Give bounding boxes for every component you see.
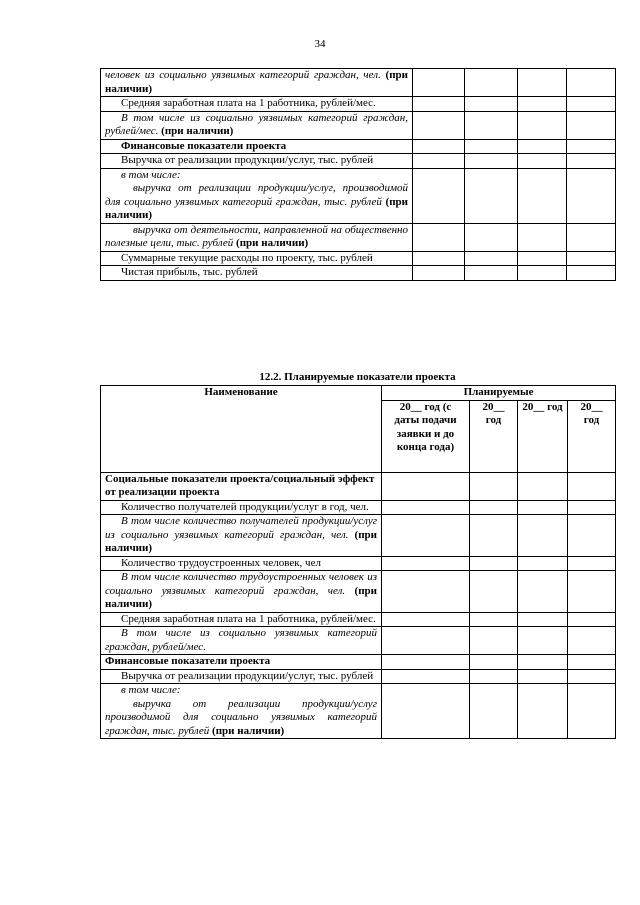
- row-label: [101, 111, 413, 139]
- table-header-row: [101, 386, 616, 401]
- value-cell[interactable]: [568, 472, 616, 500]
- value-cell[interactable]: [413, 111, 465, 139]
- value-cell[interactable]: [518, 684, 568, 739]
- value-cell[interactable]: [567, 251, 616, 266]
- value-cell[interactable]: [518, 266, 567, 281]
- value-cell[interactable]: [470, 684, 518, 739]
- section-header: Финансовые показатели проекта: [101, 139, 413, 154]
- value-cell[interactable]: [470, 612, 518, 627]
- value-cell[interactable]: [465, 97, 518, 112]
- value-cell[interactable]: [413, 168, 465, 223]
- value-cell[interactable]: [465, 266, 518, 281]
- value-cell[interactable]: [518, 627, 568, 655]
- value-cell[interactable]: [470, 627, 518, 655]
- section-header: Финансовые показатели проекта: [101, 655, 382, 670]
- value-cell[interactable]: [518, 154, 567, 169]
- value-cell[interactable]: [382, 669, 470, 684]
- indicators-table-continued: [100, 68, 616, 281]
- row-label: Суммарные текущие расходы по проекту, тыс. рублей: [101, 251, 413, 266]
- row-label-note: (при наличии): [105, 528, 377, 554]
- table-row: [101, 684, 616, 739]
- table-row: [101, 500, 616, 515]
- row-label-italic: человек из социально уязвимых категорий граждан, чел.: [105, 69, 381, 81]
- row-label: Количество трудоустроенных человек, чел: [101, 556, 382, 571]
- value-cell[interactable]: [568, 571, 616, 613]
- value-cell[interactable]: [518, 515, 568, 557]
- row-label-italic: В том числе из социально уязвимых категорий граждан, рублей/мес.: [105, 111, 408, 137]
- table-row: [101, 139, 616, 154]
- row-label-italic: В том числе количество получателей продукции/услуг из социально уязвимых категорий граждан, чел.: [105, 515, 377, 541]
- value-cell[interactable]: [382, 627, 470, 655]
- value-cell[interactable]: [518, 669, 568, 684]
- value-cell[interactable]: [568, 669, 616, 684]
- column-header-planned: Планируемые: [382, 386, 616, 401]
- value-cell[interactable]: [567, 266, 616, 281]
- table-row: [101, 223, 616, 251]
- row-label-italic: выручка от реализации продукции/услуг, производимой для социально уязвимых категорий граждан, тыс. рублей: [105, 182, 408, 208]
- row-label-note: (при наличии): [105, 195, 408, 221]
- row-label: [101, 223, 413, 251]
- table-row: [101, 472, 616, 500]
- value-cell[interactable]: [568, 515, 616, 557]
- row-label: [101, 515, 382, 557]
- table-row: [101, 266, 616, 281]
- value-cell[interactable]: [413, 251, 465, 266]
- value-cell[interactable]: [382, 684, 470, 739]
- value-cell[interactable]: [470, 472, 518, 500]
- value-cell[interactable]: [465, 168, 518, 223]
- value-cell[interactable]: [465, 69, 518, 97]
- table-row: [101, 612, 616, 627]
- table-row: [101, 515, 616, 557]
- row-label: [101, 168, 413, 223]
- row-label: [101, 69, 413, 97]
- value-cell[interactable]: [518, 571, 568, 613]
- value-cell[interactable]: [382, 571, 470, 613]
- year-column-4: 20__ год: [568, 400, 616, 472]
- value-cell[interactable]: [470, 500, 518, 515]
- value-cell[interactable]: [518, 556, 568, 571]
- value-cell[interactable]: [567, 139, 616, 154]
- row-label-intro: в том числе:: [121, 168, 181, 181]
- row-label: Средняя заработная плата на 1 работника, рублей/мес.: [101, 97, 413, 112]
- value-cell[interactable]: [470, 655, 518, 670]
- row-label-italic: выручка от деятельности, направленной на общественно полезные цели, тыс. рублей: [105, 223, 408, 249]
- table-row: [101, 111, 616, 139]
- value-cell[interactable]: [568, 684, 616, 739]
- row-label: Чистая прибыль, тыс. рублей: [101, 266, 413, 281]
- section-header: Социальные показатели проекта/социальный эффект от реализации проекта: [101, 472, 382, 500]
- row-label-italic: выручка от реализации продукции/услуг производимой для социально уязвимых категорий граждан, тыс. рублей: [105, 697, 377, 737]
- value-cell[interactable]: [465, 154, 518, 169]
- value-cell[interactable]: [518, 168, 567, 223]
- value-cell[interactable]: [382, 655, 470, 670]
- row-label: В том числе из социально уязвимых категорий граждан, рублей/мес.: [101, 627, 382, 655]
- value-cell[interactable]: [567, 154, 616, 169]
- value-cell[interactable]: [568, 655, 616, 670]
- table-row: [101, 571, 616, 613]
- table-row: [101, 669, 616, 684]
- value-cell[interactable]: [382, 556, 470, 571]
- value-cell[interactable]: [518, 251, 567, 266]
- value-cell[interactable]: [465, 139, 518, 154]
- table-row: [101, 69, 616, 97]
- year-column-1: 20__ год (с даты подачи заявки и до конца года): [382, 400, 470, 472]
- row-label-note: (при наличии): [158, 125, 234, 137]
- value-cell[interactable]: [470, 669, 518, 684]
- row-label-note: (при наличии): [105, 584, 377, 610]
- table-row: [101, 97, 616, 112]
- value-cell[interactable]: [568, 556, 616, 571]
- value-cell[interactable]: [413, 223, 465, 251]
- table-row: [101, 556, 616, 571]
- table-row: [101, 251, 616, 266]
- value-cell[interactable]: [518, 69, 567, 97]
- planned-indicators-table: [100, 385, 616, 739]
- table-row: [101, 655, 616, 670]
- value-cell[interactable]: [413, 97, 465, 112]
- column-header-name: Наименование: [101, 386, 382, 473]
- row-label: Средняя заработная плата на 1 работника, рублей/мес.: [101, 612, 382, 627]
- value-cell[interactable]: [567, 223, 616, 251]
- row-label: Выручка от реализации продукции/услуг, тыс. рублей: [101, 669, 382, 684]
- value-cell[interactable]: [568, 627, 616, 655]
- value-cell[interactable]: [465, 223, 518, 251]
- row-label: Выручка от реализации продукции/услуг, тыс. рублей: [101, 154, 413, 169]
- value-cell[interactable]: [568, 500, 616, 515]
- page-number: 34: [314, 38, 326, 50]
- value-cell[interactable]: [382, 515, 470, 557]
- value-cell[interactable]: [382, 612, 470, 627]
- value-cell[interactable]: [518, 97, 567, 112]
- row-label: Количество получателей продукции/услуг в год, чел.: [101, 500, 382, 515]
- value-cell[interactable]: [465, 111, 518, 139]
- value-cell[interactable]: [382, 500, 470, 515]
- value-cell[interactable]: [518, 500, 568, 515]
- table-row: [101, 168, 616, 223]
- row-label-note: (при наличии): [209, 724, 285, 737]
- table-row: [101, 154, 616, 169]
- value-cell[interactable]: [518, 612, 568, 627]
- value-cell[interactable]: [470, 515, 518, 557]
- value-cell[interactable]: [567, 111, 616, 139]
- row-label-intro: в том числе:: [121, 684, 181, 696]
- row-label: [101, 571, 382, 613]
- value-cell[interactable]: [518, 139, 567, 154]
- value-cell[interactable]: [413, 266, 465, 281]
- value-cell[interactable]: [518, 223, 567, 251]
- value-cell[interactable]: [413, 69, 465, 97]
- value-cell[interactable]: [465, 251, 518, 266]
- section-title: 12.2. Планируемые показатели проекта: [259, 371, 456, 383]
- value-cell[interactable]: [567, 69, 616, 97]
- value-cell[interactable]: [382, 472, 470, 500]
- year-column-2: 20__ год: [470, 400, 518, 472]
- value-cell[interactable]: [518, 111, 567, 139]
- value-cell[interactable]: [568, 612, 616, 627]
- value-cell[interactable]: [567, 97, 616, 112]
- table-row: [101, 627, 616, 655]
- row-label-note: (при наличии): [105, 69, 408, 95]
- row-label-italic: В том числе количество трудоустроенных человек из социально уязвимых категорий граждан, чел.: [105, 571, 377, 597]
- value-cell[interactable]: [567, 168, 616, 223]
- value-cell[interactable]: [470, 571, 518, 613]
- value-cell[interactable]: [518, 472, 568, 500]
- row-label-note: (при наличии): [233, 237, 309, 249]
- value-cell[interactable]: [518, 655, 568, 670]
- value-cell[interactable]: [470, 556, 518, 571]
- year-column-3: 20__ год: [518, 400, 568, 472]
- value-cell[interactable]: [413, 139, 465, 154]
- value-cell[interactable]: [413, 154, 465, 169]
- row-label: [101, 684, 382, 739]
